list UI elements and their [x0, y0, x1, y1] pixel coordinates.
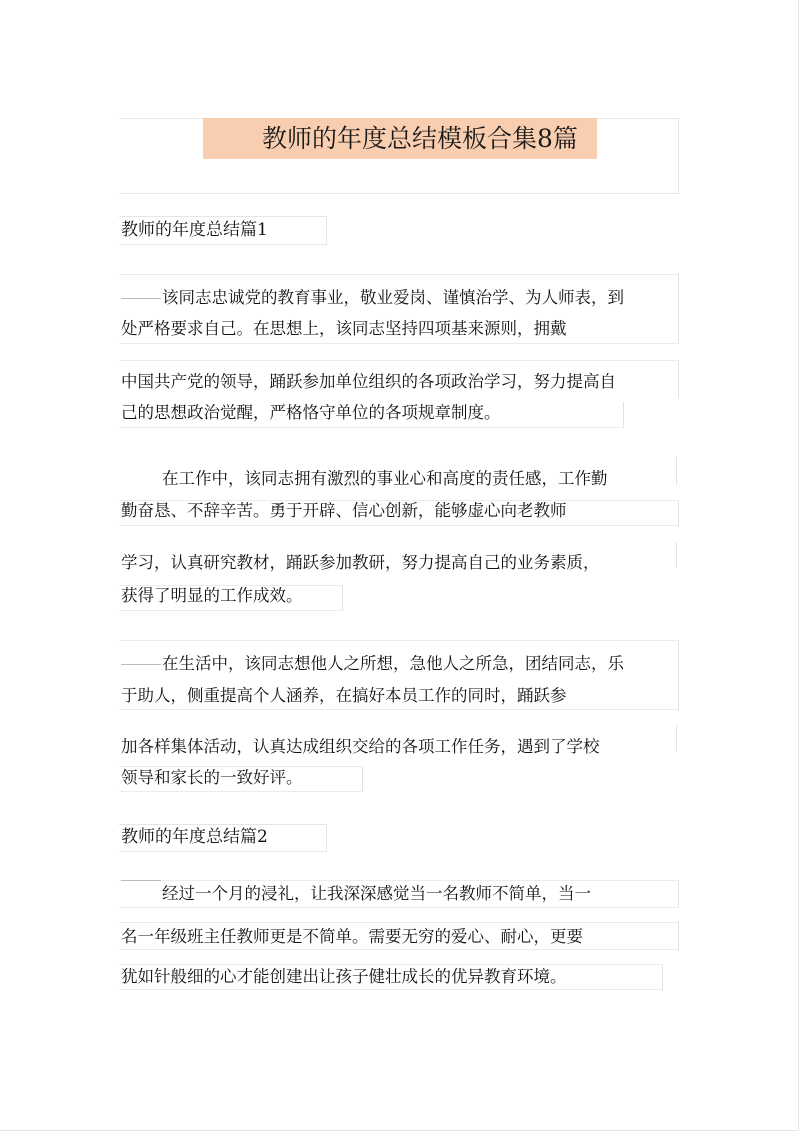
rule-tick — [676, 457, 677, 485]
paragraph-line: 己的思想政治觉醒，严格恪守单位的各项规章制度。 — [121, 403, 501, 422]
paragraph-line: 该同志忠诚党的教育事业，敬业爱岗、谨慎治学、为人师表，到 — [162, 288, 624, 307]
paragraph-line: 领导和家长的一致好评。 — [121, 768, 303, 787]
paragraph-line: 学习，认真研究教材，踊跃参加教研，努力提高自己的业务素质， — [121, 553, 600, 572]
paragraph-line: 处严格要求自己。在思想上，该同志坚持四项基来源则，拥戴 — [121, 319, 567, 338]
paragraph-line: 经过一个月的浸礼，让我深深感觉当一名教师不简单，当一 — [162, 884, 591, 903]
section-heading: 教师的年度总结篇1 — [121, 220, 268, 240]
paragraph-line: 勤奋恳、不辞辛苦。勇于开辟、信心创新，能够虚心向老教师 — [121, 501, 567, 520]
section-heading: 教师的年度总结篇2 — [121, 827, 268, 847]
paragraph-line: 于助人，侧重提高个人涵养，在搞好本员工作的同时，踊跃参 — [121, 686, 567, 705]
paragraph-line: 在工作中，该同志拥有激烈的事业心和高度的责任感，工作勤 — [162, 469, 608, 488]
indent-marker — [121, 880, 161, 881]
paragraph-line: 犹如针般细的心才能创建出让孩子健壮成长的优异教育环境。 — [121, 967, 567, 986]
indent-marker — [121, 298, 161, 299]
indent-marker — [121, 664, 161, 665]
paragraph-line: 名一年级班主任教师更是不简单。需要无穷的爱心、耐心，更要 — [121, 927, 583, 946]
document-title: 教师的年度总结模板合集8篇 — [262, 124, 578, 153]
paragraph-line: 获得了明显的工作成效。 — [121, 586, 303, 605]
rule-tick — [676, 725, 677, 751]
rule-tick — [676, 542, 677, 568]
paragraph-line: 加各样集体活动，认真达成组织交给的各项工作任务，遇到了学校 — [121, 737, 600, 756]
paragraph-line: 中国共产党的领导，踊跃参加单位组织的各项政治学习，努力提高自 — [121, 372, 616, 391]
paragraph-line: 在生活中，该同志想他人之所想，急他人之所急，团结同志，乐 — [162, 654, 624, 673]
